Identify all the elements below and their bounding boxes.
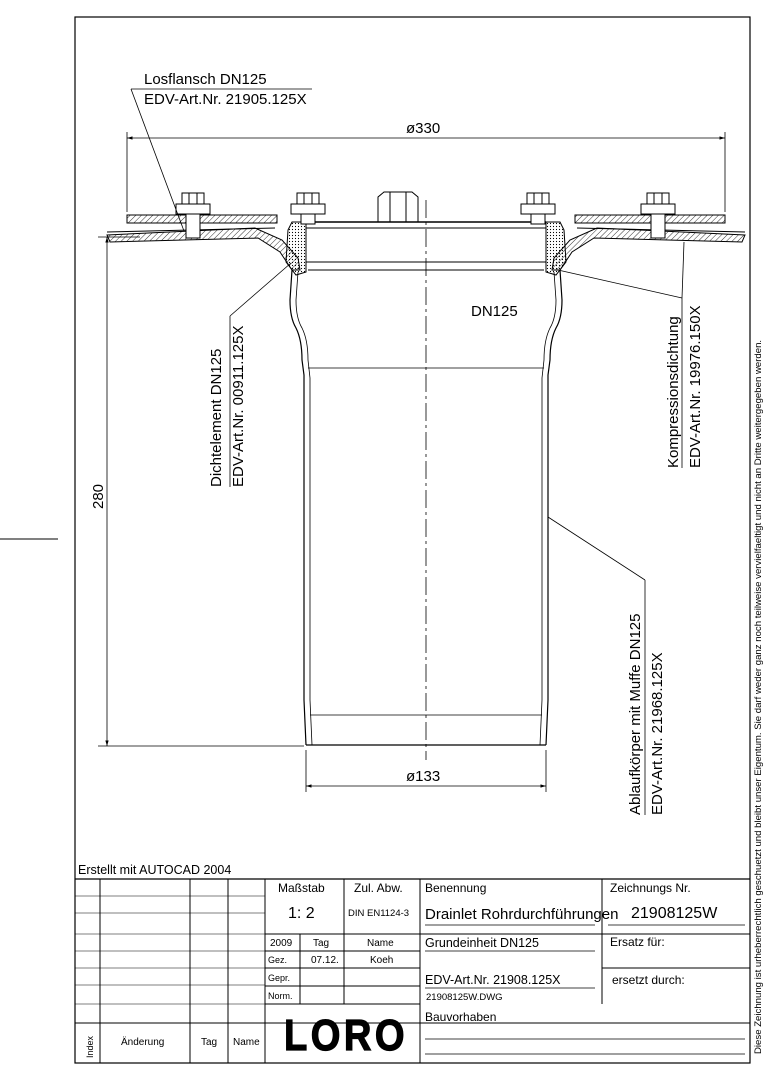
label-dichtelement-art: EDV-Art.Nr. 00911.125X [230, 325, 247, 487]
ersetzt-durch: ersetzt durch: [612, 973, 685, 987]
name-header: Name [367, 938, 394, 949]
label-ablauf: Ablaufkörper mit Muffe DN125 [627, 613, 644, 815]
norm-label: Norm. [268, 991, 293, 1001]
year-value: 2009 [270, 938, 293, 949]
gez-name: Koeh [370, 955, 394, 966]
gepr-label: Gepr. [268, 973, 291, 983]
label-kompression: Kompressionsdichtung [665, 316, 682, 468]
label-losflansch: Losflansch DN125 [144, 71, 267, 88]
grundeinheit: Grundeinheit DN125 [425, 936, 539, 950]
copyright-notice: Diese Zeichnung ist urheberrechtlich geschuetzt und bleibt unser Eigentum. Sie darf weder ganz noch teilweise vervielfaeltigt und nicht an Dritte weitergegeben werden. [753, 339, 764, 1054]
zul-abw-label: Zul. Abw. [354, 881, 403, 895]
tag-col-label: Tag [201, 1037, 218, 1048]
bolt-2 [291, 193, 325, 224]
dim-top-diameter: ø330 [406, 120, 441, 137]
gez-label: Gez. [268, 955, 288, 965]
label-ablauf-art: EDV-Art.Nr. 21968.125X [649, 652, 666, 815]
dim-height: 280 [90, 483, 107, 509]
bauvorhaben: Bauvorhaben [425, 1010, 497, 1024]
label-kompression-art: EDV-Art.Nr. 19976.150X [687, 305, 704, 468]
dn-inner-label: DN125 [471, 303, 518, 320]
dim-bottom-diameter: ø133 [406, 768, 441, 785]
name-col-label: Name [233, 1037, 260, 1048]
created-with: Erstellt mit AUTOCAD 2004 [78, 863, 232, 877]
label-losflansch-art: EDV-Art.Nr. 21905.125X [144, 91, 307, 108]
aenderung-col-label: Änderung [121, 1037, 165, 1048]
gez-date: 07.12. [311, 955, 339, 966]
massstab-label: Maßstab [278, 881, 325, 895]
label-dichtelement: Dichtelement DN125 [208, 348, 225, 487]
zeichnungs-value: 21908125W [631, 905, 718, 922]
ersatz-fuer: Ersatz für: [610, 935, 665, 949]
index-col-label: Index [85, 1035, 95, 1058]
edv-art: EDV-Art.Nr. 21908.125X [425, 973, 561, 987]
benennung-value: Drainlet Rohrdurchführungen [425, 906, 619, 923]
massstab-value: 1: 2 [288, 905, 315, 922]
zul-abw-value: DIN EN1124-3 [348, 908, 410, 919]
benennung-label: Benennung [425, 881, 487, 895]
zeichnungs-label: Zeichnungs Nr. [610, 881, 691, 895]
tag-header: Tag [313, 938, 330, 949]
dwg-file: 21908125W.DWG [426, 992, 503, 1003]
bolt-3 [521, 193, 555, 224]
loro-logo: LORO [284, 1011, 408, 1060]
